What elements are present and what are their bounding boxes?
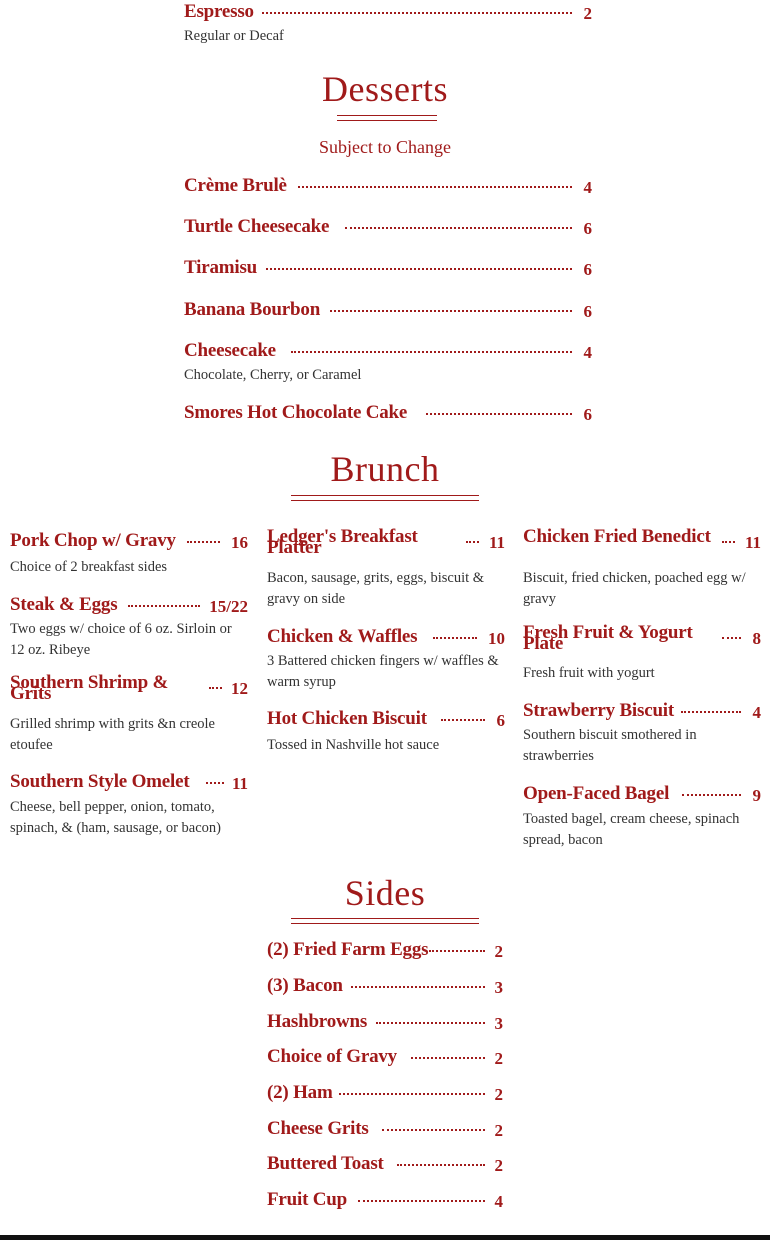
section-title-desserts: Desserts <box>322 69 448 109</box>
item-price: 6 <box>496 711 505 730</box>
item-price: 2 <box>494 1049 503 1068</box>
menu-item <box>184 341 592 363</box>
leader-dots <box>376 1022 485 1024</box>
menu-item <box>184 217 592 239</box>
menu-item <box>267 1047 503 1069</box>
item-price: 3 <box>494 1014 503 1033</box>
item-description: Chocolate, Cherry, or Caramel <box>184 367 362 383</box>
leader-dots <box>291 351 572 353</box>
leader-dots <box>397 1164 485 1166</box>
menu-item <box>267 1012 503 1034</box>
section-divider <box>291 495 479 501</box>
section-subtitle: Subject to Change <box>319 137 451 157</box>
item-description: Two eggs w/ choice of 6 oz. Sirloin or 12 oz. Ribeye <box>10 621 232 658</box>
item-price: 2 <box>494 942 503 961</box>
menu-item <box>523 784 761 806</box>
item-name: Cheesecake <box>184 340 276 361</box>
item-price: 10 <box>488 629 505 648</box>
leader-dots <box>722 637 741 639</box>
item-price: 11 <box>744 533 761 552</box>
item-name: Chicken & Waffles <box>267 626 418 647</box>
item-price: 6 <box>583 219 592 238</box>
item-name: Southern Style Omelet <box>10 771 190 792</box>
item-name: Banana Bourbon <box>184 299 321 320</box>
leader-dots <box>339 1093 485 1095</box>
leader-dots <box>187 541 220 543</box>
leader-dots <box>209 687 222 689</box>
item-price: 16 <box>231 533 248 552</box>
item-price: 2 <box>494 1121 503 1140</box>
item-price: 6 <box>583 302 592 321</box>
item-name: (3) Bacon <box>267 975 343 996</box>
section-title-sides: Sides <box>344 873 426 913</box>
section-title-brunch: Brunch <box>330 449 440 489</box>
leader-dots <box>298 186 572 188</box>
item-name: Buttered Toast <box>267 1153 384 1174</box>
leader-dots <box>128 605 200 607</box>
item-name: Crème Brulè <box>184 175 287 196</box>
item-price: 11 <box>231 774 248 793</box>
item-name: Steak & Eggs <box>10 594 118 615</box>
section-divider <box>291 918 479 924</box>
leader-dots <box>429 950 485 952</box>
menu-item <box>184 300 592 322</box>
item-price: 12 <box>231 679 248 698</box>
item-name: Strawberry Biscuit <box>523 700 675 721</box>
item-description: Grilled shrimp with grits &n creole etoufee <box>10 716 215 753</box>
item-name: Fruit Cup <box>267 1189 348 1210</box>
item-name: Tiramisu <box>184 257 258 278</box>
leader-dots <box>358 1200 485 1202</box>
leader-dots <box>682 794 741 796</box>
item-description: Cheese, bell pepper, onion, tomato, spinach, & (ham, sausage, or bacon) <box>10 799 221 836</box>
item-name: (2) Ham <box>267 1082 333 1103</box>
leader-dots <box>722 541 735 543</box>
item-name: Chicken Fried Benedict <box>523 526 711 547</box>
item-price: 9 <box>752 786 761 805</box>
item-name: Cheese Grits <box>267 1118 369 1139</box>
leader-dots <box>330 310 572 312</box>
menu-item <box>267 1190 503 1212</box>
item-name: Smores Hot Chocolate Cake <box>184 402 408 423</box>
menu-item <box>523 701 761 723</box>
item-price: 15/22 <box>209 597 248 616</box>
item-name: Ledger's Breakfast Platter <box>267 526 418 558</box>
item-description: Biscuit, fried chicken, poached egg w/ gravy <box>523 570 746 607</box>
item-description: Toasted bagel, cream cheese, spinach spread, bacon <box>523 811 740 848</box>
item-price: 2 <box>583 4 592 23</box>
leader-dots <box>382 1129 485 1131</box>
leader-dots <box>466 541 479 543</box>
item-price: 6 <box>583 260 592 279</box>
leader-dots <box>433 637 477 639</box>
menu-item <box>267 1119 503 1141</box>
bottom-bar <box>0 1235 770 1240</box>
item-price: 4 <box>494 1192 503 1211</box>
leader-dots <box>206 782 224 784</box>
menu-item <box>10 672 248 704</box>
menu-item <box>267 1154 503 1176</box>
item-price: 2 <box>494 1085 503 1104</box>
item-name: Turtle Cheesecake <box>184 216 330 237</box>
menu-item <box>267 627 505 649</box>
item-description: Regular or Decaf <box>184 28 284 44</box>
menu-item <box>267 1083 503 1105</box>
menu-item <box>10 595 248 617</box>
leader-dots <box>266 268 572 270</box>
item-price: 4 <box>583 343 592 362</box>
menu-item <box>184 403 592 425</box>
item-description: 3 Battered chicken fingers w/ waffles & warm syrup <box>267 653 499 690</box>
menu-item <box>267 976 503 998</box>
item-name: Choice of Gravy <box>267 1046 397 1067</box>
leader-dots <box>351 986 485 988</box>
leader-dots <box>411 1057 485 1059</box>
item-name: Pork Chop w/ Gravy <box>10 530 176 551</box>
menu-item <box>523 622 761 654</box>
item-name: Hashbrowns <box>267 1011 368 1032</box>
menu-item <box>184 258 592 280</box>
item-price: 11 <box>488 533 505 552</box>
menu-item <box>267 709 505 731</box>
item-price: 2 <box>494 1156 503 1175</box>
section-divider <box>337 115 437 121</box>
item-price: 4 <box>583 178 592 197</box>
item-name: Open-Faced Bagel <box>523 783 670 804</box>
menu-item-espresso <box>184 2 592 24</box>
item-name: Fresh Fruit & Yogurt Plate <box>523 622 693 654</box>
item-name: Espresso <box>184 1 254 22</box>
item-name: Hot Chicken Biscuit <box>267 708 427 729</box>
menu-item <box>267 526 505 558</box>
leader-dots <box>426 413 572 415</box>
leader-dots <box>345 227 572 229</box>
item-description: Bacon, sausage, grits, eggs, biscuit & gravy on side <box>267 570 485 607</box>
menu-item <box>267 940 503 962</box>
menu-item <box>523 526 761 553</box>
item-description: Tossed in Nashville hot sauce <box>267 737 440 753</box>
leader-dots <box>262 12 572 14</box>
item-name: (2) Fried Farm Eggs <box>267 939 429 960</box>
item-description: Choice of 2 breakfast sides <box>10 559 168 575</box>
item-description: Fresh fruit with yogurt <box>523 665 655 681</box>
menu-item <box>184 176 592 198</box>
item-price: 4 <box>752 703 761 722</box>
item-name: Southern Shrimp & Grits <box>10 672 169 704</box>
item-description: Southern biscuit smothered in strawberries <box>523 727 697 764</box>
leader-dots <box>441 719 485 721</box>
item-price: 3 <box>494 978 503 997</box>
item-price: 6 <box>583 405 592 424</box>
menu-item <box>10 772 248 794</box>
menu-item <box>10 531 248 553</box>
item-price: 8 <box>752 629 761 648</box>
leader-dots <box>681 711 741 713</box>
